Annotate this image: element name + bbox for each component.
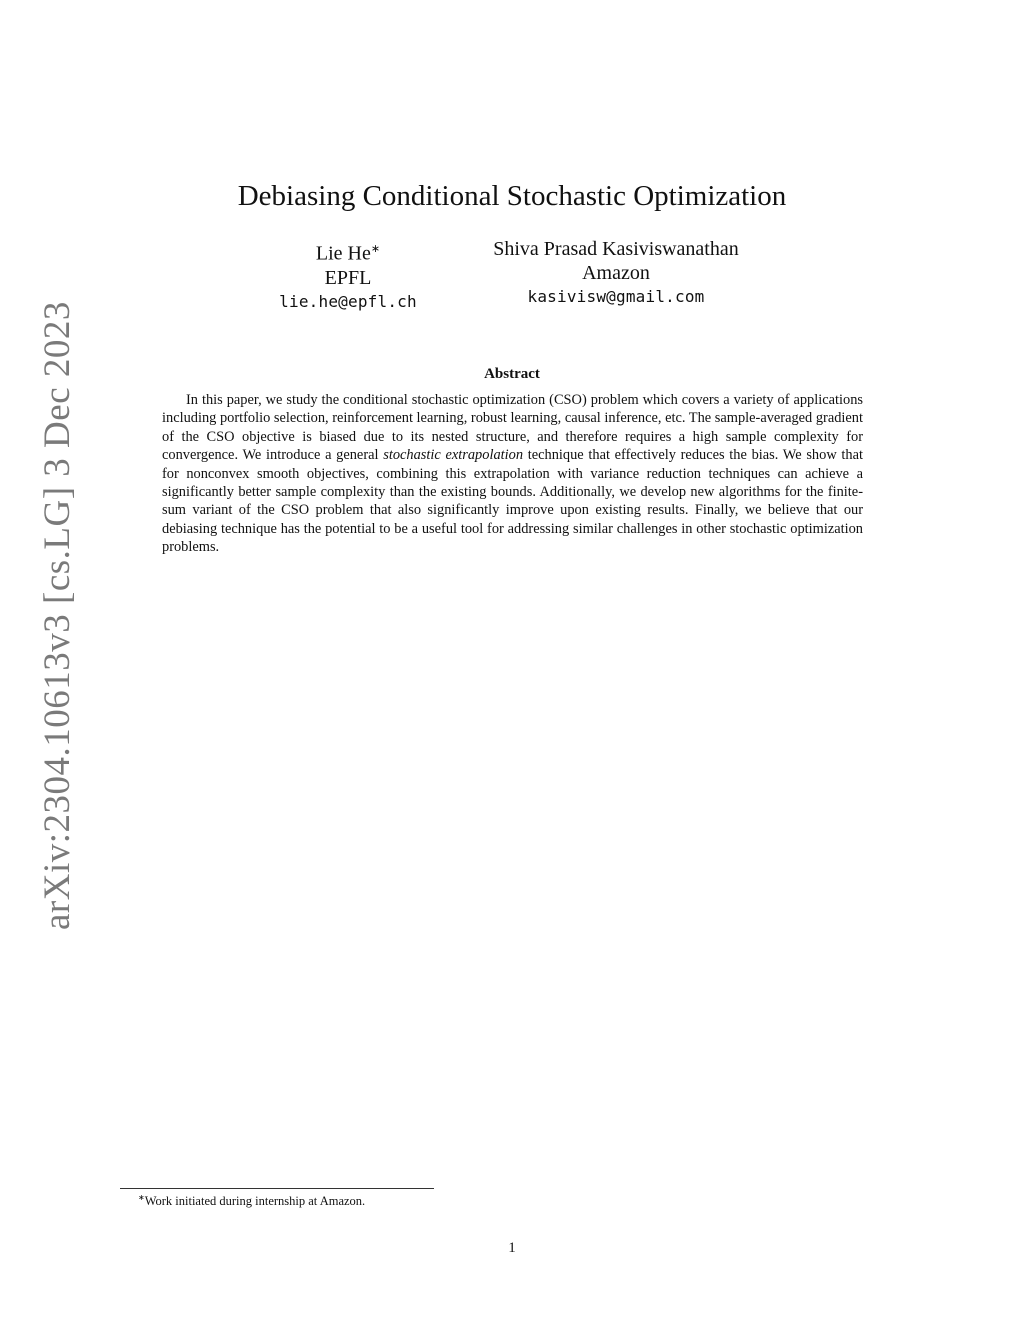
author-footnote-mark: ∗: [370, 243, 381, 255]
author-email: lie.he@epfl.ch: [279, 291, 417, 311]
footnote-text: Work initiated during internship at Amazon.: [144, 1194, 366, 1209]
abstract-text-part-1: In this paper, we study the conditional stochastic optimization (CSO) problem which covers a variety of applications including portfolio selection, reinforcement learning, robust learning, causal inference, etc. The sample-averaged gradient of the CSO objective is biased due to its nested structure, and therefore requires a high sample complexity for convergence. We introduce a general: [162, 392, 863, 464]
author-name: Shiva Prasad Kasiviswanathan: [493, 238, 739, 260]
author-email: kasivisw@gmail.com: [527, 287, 705, 306]
footnote: [138, 1193, 365, 1209]
abstract-emphasis: stochastic extrapolation: [383, 447, 524, 464]
abstract-heading: Abstract: [484, 366, 540, 382]
author-name: Lie He: [315, 242, 371, 265]
footnote-mark: ∗: [138, 1193, 145, 1202]
footnote-divider: [120, 1188, 434, 1189]
author-name-line: [248, 237, 448, 266]
author-block-1: [248, 237, 448, 314]
page-number: 1: [508, 1240, 516, 1256]
author-affiliation: Amazon: [582, 262, 650, 284]
abstract-text-part-2: technique that effectively reduces the bias. We show that for nonconvex smooth objectives, combining this extrapolation with variance reduction techniques can achieve a significantly better sample complexity than the existing bounds. Additionally, we develop new algorithms for the finite-sum variant of the CSO problem that also significantly improve upon existing results. Finally, we believe that our debiasing technique has the potential to be a useful tool for addressing similar challenges in other stochastic optimization problems.: [162, 447, 863, 556]
abstract-body: [162, 391, 863, 557]
paper-title: Debiasing Conditional Stochastic Optimization: [237, 180, 787, 212]
author-affiliation: EPFL: [324, 266, 372, 289]
author-block-2: [466, 237, 766, 309]
arxiv-identifier-stamp: arXiv:2304.10613v3 [cs.LG] 3 Dec 2023: [37, 301, 78, 930]
